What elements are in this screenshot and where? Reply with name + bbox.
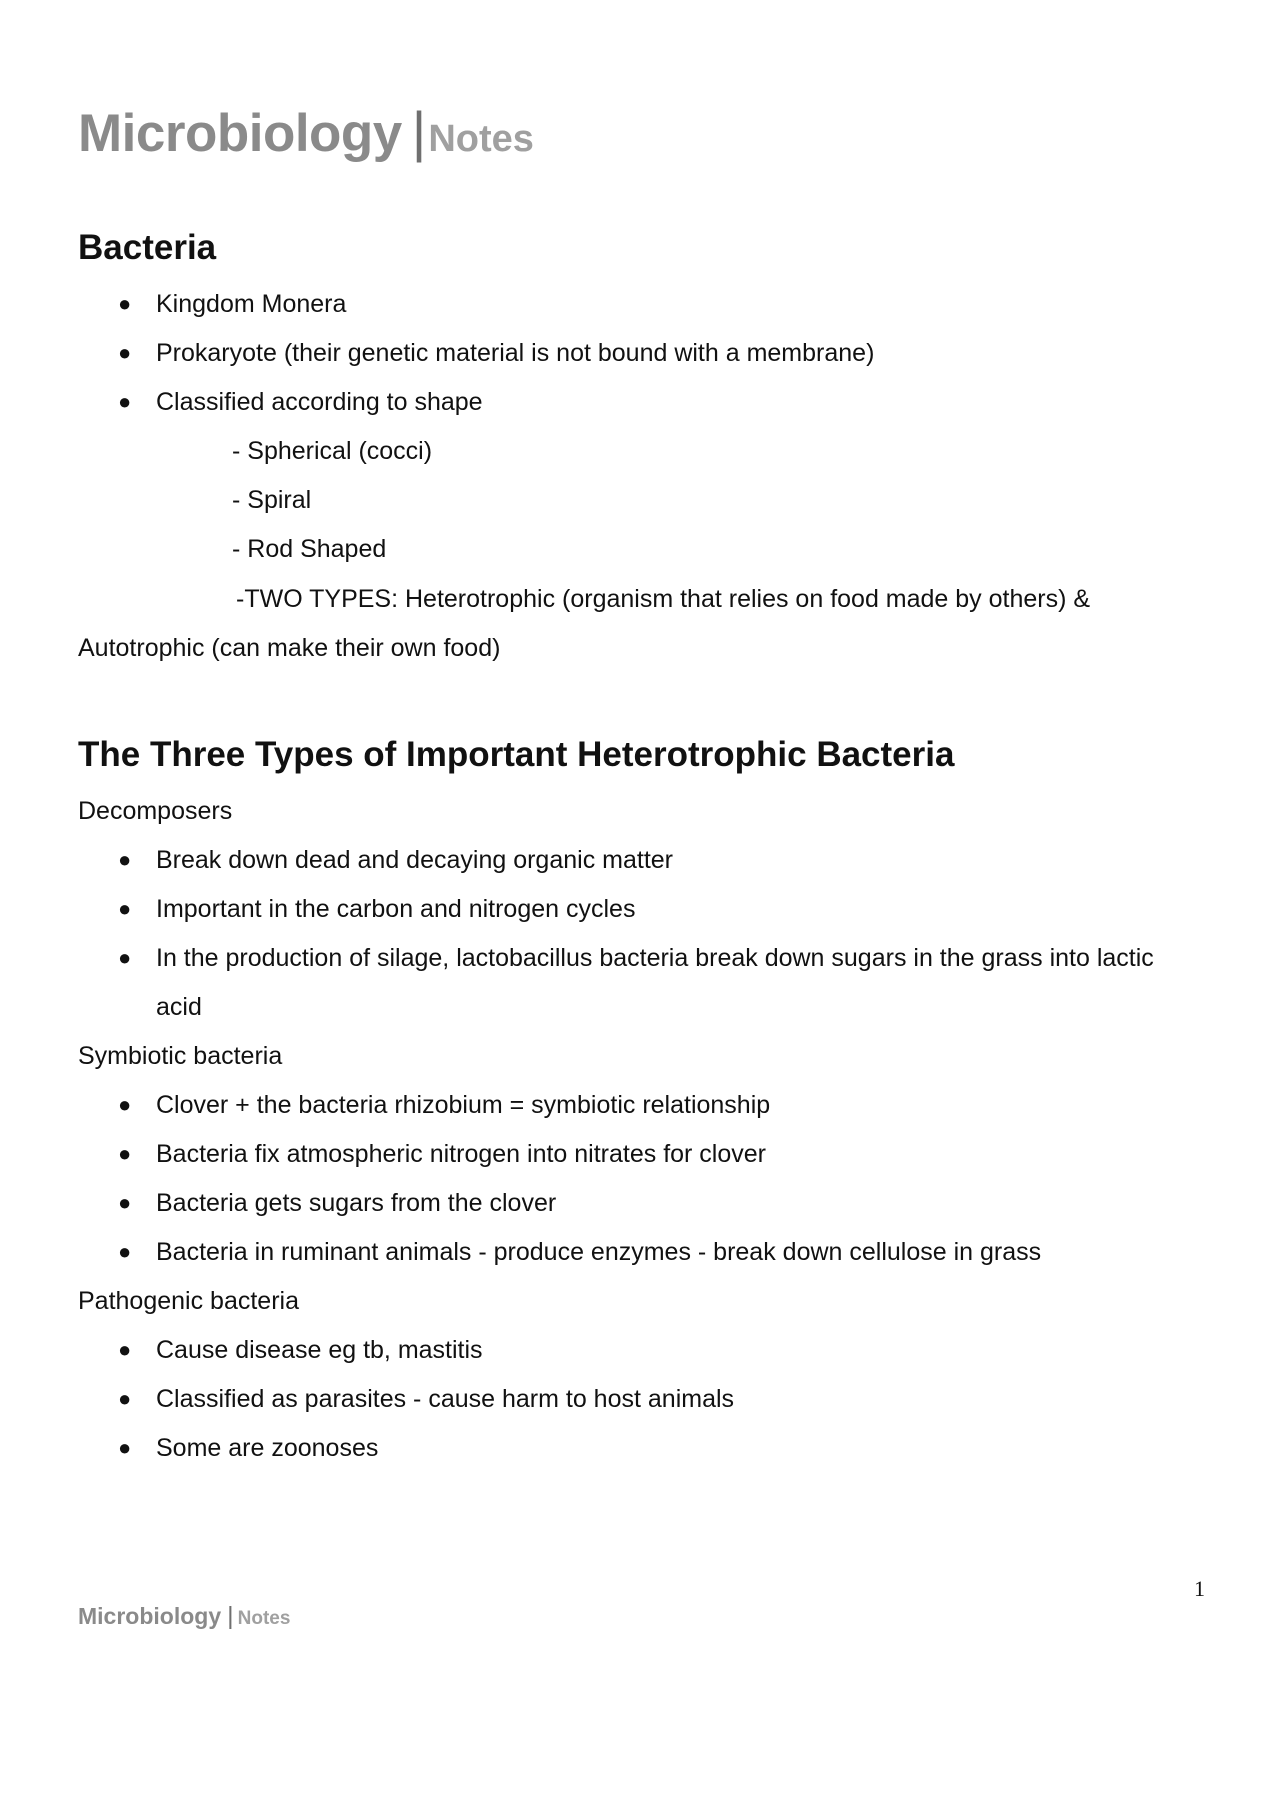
types-line: -TWO TYPES: Heterotrophic (organism that relies on food made by others) & — [236, 585, 1091, 613]
bullet-icon: ● — [118, 1092, 132, 1117]
bullet-icon: ● — [118, 1141, 132, 1166]
bullet-icon: ● — [118, 1239, 132, 1264]
footer-title-sub: Notes — [237, 1608, 291, 1629]
list-item — [118, 1433, 378, 1463]
shape-item-rod: - Rod Shaped — [232, 535, 387, 563]
list-item — [118, 894, 635, 924]
list-item — [118, 845, 673, 875]
list-item-text: Important in the carbon and nitrogen cycles — [156, 895, 636, 923]
page-number: 1 — [1194, 1576, 1205, 1601]
section-heading-bacteria: Bacteria — [78, 228, 217, 267]
bullet-icon: ● — [118, 1190, 132, 1215]
bullet-icon: ● — [118, 1386, 132, 1411]
list-item-text: Clover + the bacteria rhizobium = symbiotic relationship — [156, 1091, 771, 1119]
list-item — [118, 1335, 483, 1365]
shape-item-spherical: - Spherical (cocci) — [232, 437, 433, 465]
section-heading-three-types: The Three Types of Important Heterotrophic Bacteria — [78, 735, 955, 774]
bullet-icon: ● — [118, 291, 132, 316]
list-item-text: Kingdom Monera — [156, 290, 347, 318]
bullet-icon: ● — [118, 389, 132, 414]
types-line-continued: Autotrophic (can make their own food) — [78, 634, 501, 662]
list-item-text: Cause disease eg tb, mastitis — [156, 1336, 483, 1364]
page-footer — [78, 1604, 290, 1629]
document-title — [78, 100, 534, 163]
shape-item-spiral: - Spiral — [232, 486, 312, 514]
list-item-text: Prokaryote (their genetic material is not bound with a membrane) — [156, 339, 875, 367]
bullet-icon: ● — [118, 945, 132, 970]
footer-title-main: Microbiology — [78, 1603, 222, 1629]
list-item-text: Classified according to shape — [156, 388, 483, 416]
list-item — [118, 387, 483, 417]
list-item-text: Bacteria gets sugars from the clover — [156, 1189, 557, 1217]
document-title-separator: | — [411, 100, 427, 163]
list-item — [118, 1188, 556, 1218]
subsection-label-pathogenic: Pathogenic bacteria — [78, 1287, 299, 1315]
document-title-main: Microbiology — [78, 104, 402, 163]
list-item — [118, 1090, 770, 1120]
list-item — [118, 289, 346, 319]
bullet-icon: ● — [118, 340, 132, 365]
list-item-text: Bacteria in ruminant animals - produce enzymes - break down cellulose in grass — [156, 1238, 1042, 1266]
bullet-icon: ● — [118, 847, 132, 872]
subsection-label-symbiotic: Symbiotic bacteria — [78, 1042, 283, 1070]
bullet-icon: ● — [118, 1337, 132, 1362]
list-item-text: Bacteria fix atmospheric nitrogen into nitrates for clover — [156, 1140, 766, 1168]
list-item — [118, 1384, 734, 1414]
document-title-sub: Notes — [428, 118, 534, 160]
list-item — [118, 943, 1154, 973]
bullet-icon: ● — [118, 1435, 132, 1460]
list-item-text: Classified as parasites - cause harm to host animals — [156, 1385, 735, 1413]
list-item — [118, 1139, 766, 1169]
bullet-icon: ● — [118, 896, 132, 921]
list-item-continuation: acid — [156, 993, 202, 1021]
list-item-text: Break down dead and decaying organic matter — [156, 846, 673, 874]
list-item — [118, 338, 874, 368]
list-item-text: Some are zoonoses — [156, 1434, 379, 1462]
subsection-label-decomposers: Decomposers — [78, 797, 233, 825]
list-item — [118, 1237, 1041, 1267]
footer-title-separator: | — [227, 1602, 234, 1630]
list-item-text: In the production of silage, lactobacillus bacteria break down sugars in the grass into lactic — [156, 944, 1154, 972]
